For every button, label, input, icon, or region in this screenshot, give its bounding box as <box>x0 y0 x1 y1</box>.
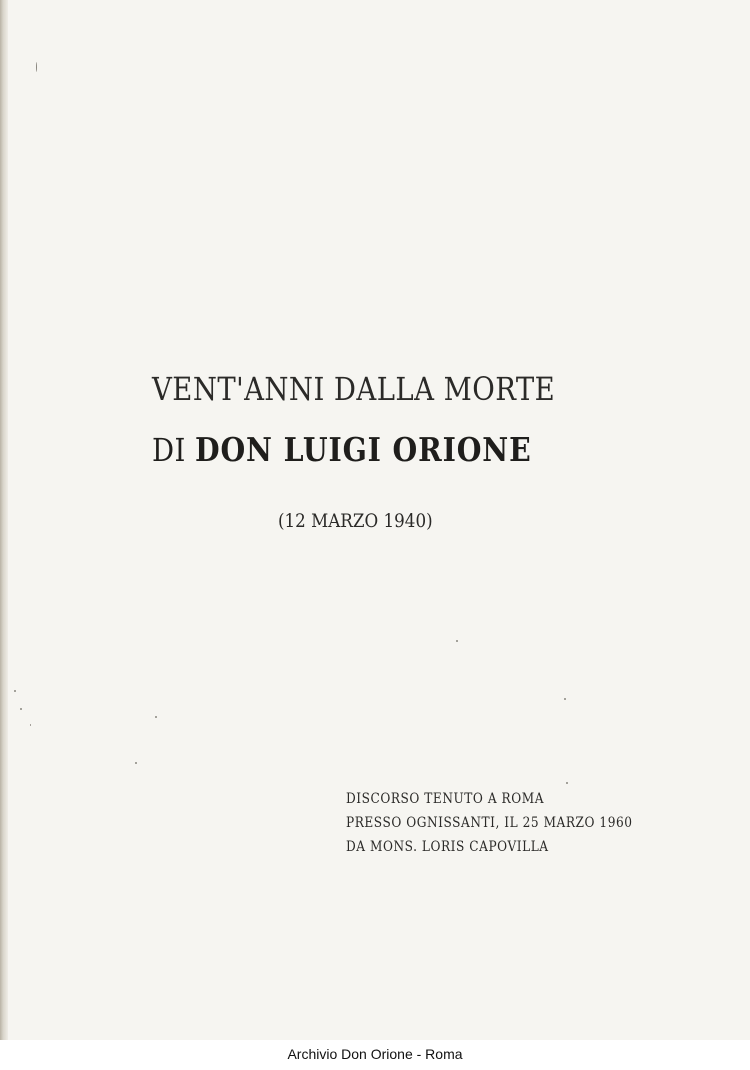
title-prefix: DI <box>152 431 195 469</box>
title-subject-name: DON LUIGI ORIONE <box>194 430 532 469</box>
scan-speck <box>155 716 157 718</box>
archive-caption: Archivio Don Orione - Roma <box>287 1046 463 1062</box>
scan-speck <box>135 762 137 764</box>
scan-speck <box>20 708 22 710</box>
scan-speck <box>30 724 31 726</box>
title-date: (12 MARZO 1940) <box>278 510 433 532</box>
speech-info <box>346 787 633 859</box>
speech-info-line: PRESSO OGNISSANTI, IL 25 MARZO 1960 <box>346 815 633 831</box>
scan-speck <box>456 640 458 642</box>
scan-speck <box>564 698 566 700</box>
page-binding-edge <box>0 0 8 1070</box>
title-line-2 <box>152 430 530 469</box>
scan-speck <box>36 62 37 72</box>
speech-info-line: DISCORSO TENUTO A ROMA <box>346 791 545 807</box>
scan-speck <box>14 690 16 692</box>
title-line-1: VENT'ANNI DALLA MORTE <box>152 370 556 408</box>
scan-speck <box>566 782 568 784</box>
speech-info-line: DA MONS. LORIS CAPOVILLA <box>346 839 549 855</box>
